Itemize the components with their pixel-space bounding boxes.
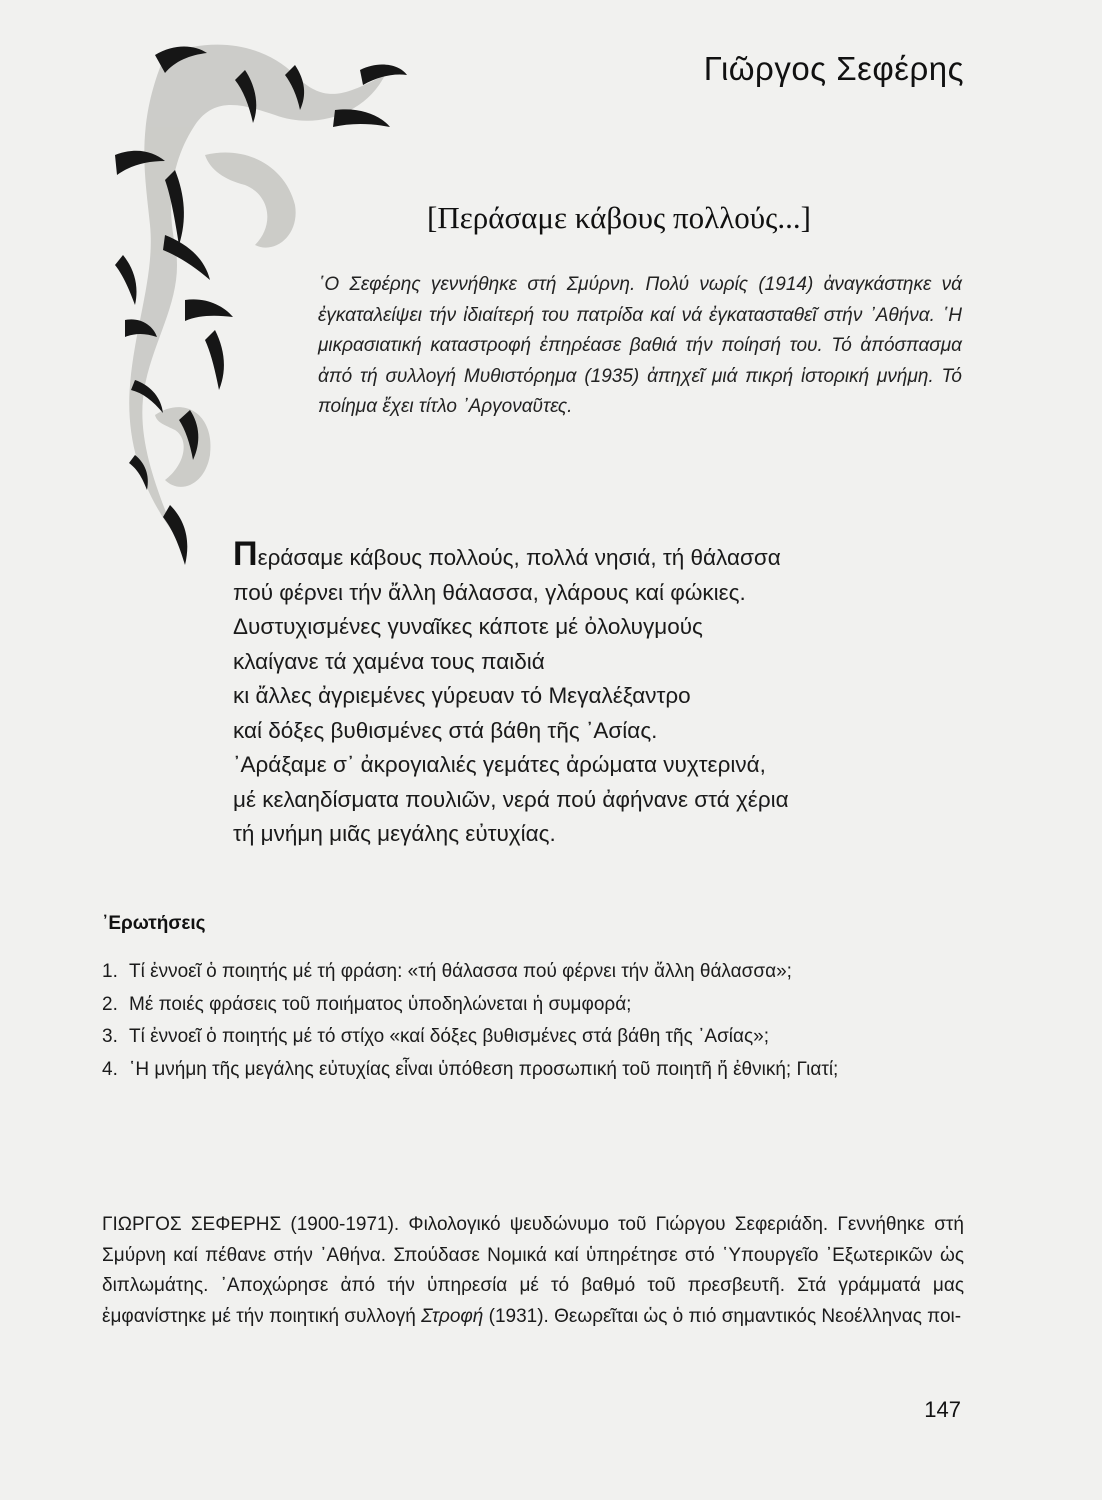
bio-lead-text: ΓΙΩΡΓΟΣ ΣΕΦΕΡΗΣ (1900-1971). Φιλολογικό ψευδώνυμο τοῦ Γιώργου Σεφεριάδη. Γεννήθηκε στή Σμύρνη καί πέθανε στήν ᾿Αθήνα. Σπούδασε Νομικά καί ὑπηρέτησε στό ῾Υπουργεῖο ᾿Εξωτερικῶν ὡς διπλωμάτης. ᾿Αποχώρησε ἀπό τήν ὑπηρεσία μέ τό βαθμό τοῦ πρεσβευτῆ. Στά γράμματά μας ἐμφανίστηκε μέ τήν ποιητική συλλογή [102,1214,964,1327]
poem-line: ᾿Αράξαμε σ᾿ ἀκρογιαλιές γεμάτες ἀρώματα νυχτερινά, [233,752,766,777]
question-item [102,1056,964,1085]
drop-cap: Π [233,535,258,573]
questions-list [102,958,964,1088]
question-item [102,1023,964,1052]
author-name-header: Γιῶργος Σεφέρης [703,50,964,87]
poem-line: κλαίγανε τά χαμένα τους παιδιά [233,648,545,674]
poem-line: Δυστυχισμένες γυναῖκες κάποτε μέ ὀλολυγμούς [233,614,703,639]
question-text: Τί ἐννοεῖ ὁ ποιητής μέ τή φράση: «τή θάλασσα πού φέρνει τήν ἄλλη θάλασσα»; [129,961,792,982]
bio-tail-text: (1931). Θεωρεῖται ὡς ὁ πιό σημαντικός Νεοέλληνας ποι- [488,1305,962,1327]
questions-heading: ᾿Ερωτήσεις [102,913,206,934]
poem-line: πού φέρνει τήν ἄλλη θάλασσα, γλάρους καί φώκιες. [233,579,746,605]
question-item [102,991,964,1020]
poem-line: κι ἄλλες ἀγριεμένες γύρευαν τό Μεγαλέξαντρο [233,683,691,708]
question-item [102,958,964,987]
page-number: 147 [924,1397,961,1422]
question-number: 4. [102,1058,118,1080]
poem-first-line-rest: εράσαμε κάβους πολλούς, πολλά νησιά, τή θάλασσα [257,545,781,570]
question-text: Τί ἐννοεῖ ὁ ποιητής μέ τό στίχο «καί δόξες βυθισμένες στά βάθη τῆς ᾿Ασίας»; [129,1026,769,1047]
poem-body [233,537,973,852]
question-number: 2. [102,993,118,1015]
intro-paragraph: ῾Ο Σεφέρης γεννήθηκε στή Σμύρνη. Πολύ νωρίς (1914) ἀναγκάστηκε νά ἐγκαταλείψει τήν ἰδιαίτερή του πατρίδα καί νά ἐγκατασταθεῖ στήν ᾿Αθήνα. ῾Η μικρασιατική καταστροφή ἐπηρέασε βαθιά τήν ποίησή του. Τό ἀπόσπασμα ἀπό τή συλλογή Μυθιστόρημα (1935) ἀπηχεῖ μιά πικρή ἱστορική μνήμη. Τό ποίημα ἔχει τίτλο ᾿Αργοναῦτες. [318,274,962,417]
author-biography [102,1210,964,1332]
poem-title: [Περάσαμε κάβους πολλούς...] [427,200,811,235]
question-number: 3. [102,1026,118,1047]
poem-line: καί δόξες βυθισμένες στά βάθη τῆς ᾿Ασίας. [233,717,658,743]
question-text: ῾Η μνήμη τῆς μεγάλης εὐτυχίας εἶναι ὑπόθεση προσωπική τοῦ ποιητῆ ἤ ἐθνική; Γιατί; [129,1058,839,1080]
bio-collection-title: Στροφή [421,1305,484,1327]
poem-line: μέ κελαηδίσματα πουλιῶν, νερά πού ἀφήνανε στά χέρια [233,786,789,812]
poem-line: τή μνήμη μιᾶς μεγάλης εὐτυχίας. [233,821,556,846]
poem-line [233,537,973,576]
question-number: 1. [102,961,118,982]
question-text: Μέ ποιές φράσεις τοῦ ποιήματος ὑποδηλώνεται ἡ συμφορά; [129,993,632,1015]
